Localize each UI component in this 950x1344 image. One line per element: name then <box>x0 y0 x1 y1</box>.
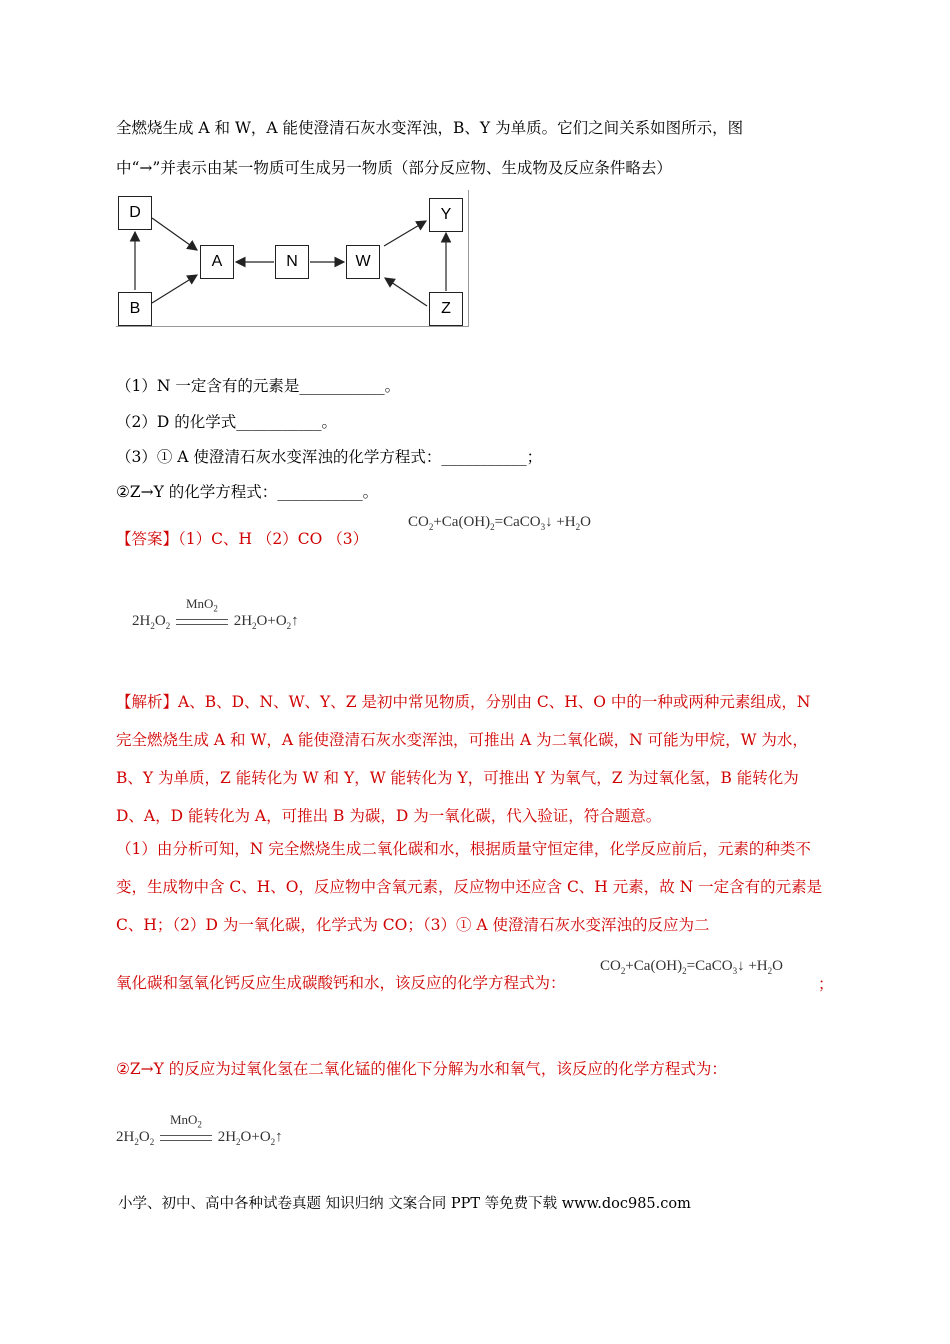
question-1: （1）N 一定含有的元素是___________。 <box>116 377 401 395</box>
node-y: Y <box>429 198 463 232</box>
arrow-d-to-a <box>152 218 197 250</box>
intro-line-2: 中“→”并表示由某一物质可生成另一物质（部分反应物、生成物及反应条件略去） <box>116 159 672 177</box>
analysis-paragraph-3: 氧化碳和氢氧化钙反应生成碳酸钙和水，该反应的化学方程式为： <box>116 974 566 992</box>
node-n: N <box>275 245 309 279</box>
node-z: Z <box>429 292 463 326</box>
arrow-w-to-y <box>384 221 426 246</box>
analysis-paragraph-2: （1）由分析可知，N 完全燃烧生成二氧化碳和水，根据质量守恒定律，化学反应前后，元素的种类不变，生成物中含 C、H、O，反应物中含氧元素，反应物中还应含 C、H 元素，故 N 一定含有的元素是 C、H；（2）D 为一氧化碳，化学式为 CO；（3）① A 使澄清石灰水变浑浊的反应为二 <box>116 840 823 934</box>
analysis-paragraph-4: ②Z→Y 的反应为过氧化氢在二氧化锰的催化下分解为水和氧气，该反应的化学方程式为： <box>116 1060 727 1078</box>
footer-text: 小学、初中、高中各种试卷真题 知识归纳 文案合同 PPT 等免费下载 www.doc985.com <box>118 1196 691 1212</box>
answer-line <box>116 527 368 549</box>
node-b: B <box>118 292 152 326</box>
node-a: A <box>200 245 234 279</box>
arrow-b-to-a <box>152 275 197 303</box>
node-d: D <box>118 196 152 230</box>
analysis-semicolon: ； <box>818 975 834 993</box>
question-2: （2）D 的化学式___________。 <box>116 413 337 431</box>
answer-text: （1）C、H （2）CO （3） <box>178 530 369 548</box>
arrow-z-to-w <box>385 278 427 306</box>
question-4: ②Z→Y 的化学方程式：___________。 <box>116 483 379 501</box>
answer-label: 【答案】 <box>116 530 179 548</box>
equation-co2-limewater: $CO_2+Ca(OH)_2=CaCO_3↓ +H_2O$ <box>408 514 591 532</box>
question-3: （3）① A 使澄清石灰水变浑浊的化学方程式：___________； <box>116 448 543 466</box>
equation-h2o2-decomposition-2: $2H_2O_2$ MnO$_2$ $2H_2O+O_2↑$ <box>116 1112 283 1147</box>
intro-line-1: 全燃烧生成 A 和 W，A 能使澄清石灰水变浑浊，B、Y 为单质。它们之间关系如图所示，图 <box>116 119 744 137</box>
analysis-label: 【解析】 <box>116 693 179 711</box>
equation-co2-limewater-2: $CO_2+Ca(OH)_2=CaCO_3↓ +H_2O$ <box>600 958 783 976</box>
equation-h2o2-decomposition: $2H_2O_2$ MnO$_2$ $2H_2O+O_2↑$ <box>132 596 299 631</box>
analysis-paragraph-1: 【解析】A、B、D、N、W、Y、Z 是初中常见物质，分别由 C、H、O 中的一种或两种元素组成，N 完全燃烧生成 A 和 W，A 能使澄清石灰水变浑浊，可推出 A 为二氧化碳，N 可能为甲烷，W 为水，B、Y 为单质，Z 能转化为 W 和 Y，W 能转化为 Y，可推出 Y 为氧气，Z 为过氧化氢，B 能转化为 D、A，D 能转化为 A，可推出 B 为碳，D 为一氧化碳，代入验证，符合题意。 <box>116 693 811 825</box>
node-w: W <box>346 245 380 279</box>
